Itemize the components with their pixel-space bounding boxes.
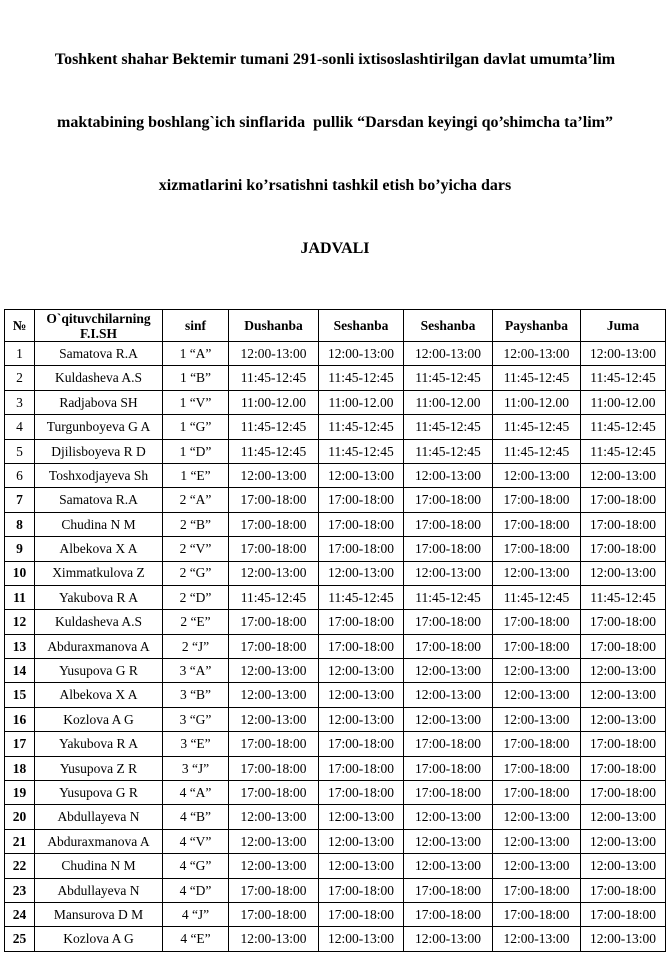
cell-time-dushanba: 17:00-18:00 bbox=[229, 902, 319, 926]
cell-class: 1 “D” bbox=[163, 439, 229, 463]
cell-time-payshanba: 12:00-13:00 bbox=[493, 805, 581, 829]
cell-time-payshanba: 17:00-18:00 bbox=[493, 610, 581, 634]
cell-time-seshanba-1: 12:00-13:00 bbox=[319, 561, 404, 585]
cell-time-dushanba: 12:00-13:00 bbox=[229, 683, 319, 707]
cell-time-juma: 11:00-12.00 bbox=[581, 390, 666, 414]
cell-number: 20 bbox=[5, 805, 35, 829]
column-header-seshanba-1: Seshanba bbox=[319, 310, 404, 342]
cell-time-juma: 12:00-13:00 bbox=[581, 927, 666, 951]
cell-number: 7 bbox=[5, 488, 35, 512]
cell-time-seshanba-1: 12:00-13:00 bbox=[319, 854, 404, 878]
cell-time-seshanba-1: 17:00-18:00 bbox=[319, 756, 404, 780]
table-row bbox=[5, 927, 666, 951]
cell-time-juma: 11:45-12:45 bbox=[581, 366, 666, 390]
cell-time-dushanba: 11:45-12:45 bbox=[229, 439, 319, 463]
table-row bbox=[5, 878, 666, 902]
cell-teacher-name: Toshxodjayeva Sh bbox=[35, 463, 163, 487]
cell-teacher-name: Yusupova Z R bbox=[35, 756, 163, 780]
cell-time-seshanba-1: 11:45-12:45 bbox=[319, 585, 404, 609]
cell-time-payshanba: 12:00-13:00 bbox=[493, 561, 581, 585]
cell-time-seshanba-1: 17:00-18:00 bbox=[319, 512, 404, 536]
cell-time-seshanba-1: 12:00-13:00 bbox=[319, 829, 404, 853]
cell-class: 1 “A” bbox=[163, 342, 229, 366]
cell-teacher-name: Kozlova A G bbox=[35, 927, 163, 951]
cell-class: 3 “J” bbox=[163, 756, 229, 780]
cell-time-juma: 12:00-13:00 bbox=[581, 707, 666, 731]
cell-time-seshanba-1: 17:00-18:00 bbox=[319, 610, 404, 634]
cell-time-seshanba-1: 12:00-13:00 bbox=[319, 805, 404, 829]
table-header-row bbox=[5, 310, 666, 342]
cell-teacher-name: Mansurova D M bbox=[35, 902, 163, 926]
cell-teacher-name: Djilisboyeva R D bbox=[35, 439, 163, 463]
cell-time-seshanba-1: 11:00-12.00 bbox=[319, 390, 404, 414]
cell-time-dushanba: 12:00-13:00 bbox=[229, 707, 319, 731]
table-row bbox=[5, 683, 666, 707]
cell-class: 3 “B” bbox=[163, 683, 229, 707]
table-row bbox=[5, 366, 666, 390]
column-header-dushanba: Dushanba bbox=[229, 310, 319, 342]
table-row bbox=[5, 756, 666, 780]
cell-class: 2 “D” bbox=[163, 585, 229, 609]
cell-number: 11 bbox=[5, 585, 35, 609]
cell-class: 2 “V” bbox=[163, 537, 229, 561]
cell-time-juma: 17:00-18:00 bbox=[581, 756, 666, 780]
table-row bbox=[5, 463, 666, 487]
cell-teacher-name: Kuldasheva A.S bbox=[35, 366, 163, 390]
cell-class: 3 “E” bbox=[163, 732, 229, 756]
table-row bbox=[5, 342, 666, 366]
table-row bbox=[5, 537, 666, 561]
cell-time-seshanba-2: 17:00-18:00 bbox=[404, 537, 493, 561]
cell-time-dushanba: 12:00-13:00 bbox=[229, 854, 319, 878]
cell-time-seshanba-2: 17:00-18:00 bbox=[404, 878, 493, 902]
title-line-2: maktabining boshlang`ich sinflarida pullik “Darsdan keyingi qo’shimcha ta’lim” bbox=[57, 114, 613, 131]
cell-time-dushanba: 11:45-12:45 bbox=[229, 366, 319, 390]
cell-time-seshanba-2: 12:00-13:00 bbox=[404, 463, 493, 487]
cell-time-payshanba: 12:00-13:00 bbox=[493, 683, 581, 707]
cell-time-seshanba-1: 17:00-18:00 bbox=[319, 732, 404, 756]
cell-teacher-name: Abdullayeva N bbox=[35, 805, 163, 829]
cell-time-seshanba-2: 12:00-13:00 bbox=[404, 927, 493, 951]
cell-number: 22 bbox=[5, 854, 35, 878]
cell-number: 24 bbox=[5, 902, 35, 926]
table-row bbox=[5, 561, 666, 585]
cell-time-payshanba: 17:00-18:00 bbox=[493, 756, 581, 780]
cell-class: 4 “D” bbox=[163, 878, 229, 902]
cell-time-juma: 12:00-13:00 bbox=[581, 854, 666, 878]
cell-class: 1 “V” bbox=[163, 390, 229, 414]
cell-number: 10 bbox=[5, 561, 35, 585]
cell-teacher-name: Yusupova G R bbox=[35, 781, 163, 805]
cell-time-seshanba-1: 17:00-18:00 bbox=[319, 902, 404, 926]
cell-time-dushanba: 11:45-12:45 bbox=[229, 415, 319, 439]
cell-time-payshanba: 17:00-18:00 bbox=[493, 537, 581, 561]
cell-time-dushanba: 12:00-13:00 bbox=[229, 829, 319, 853]
cell-teacher-name: Samatova R.A bbox=[35, 342, 163, 366]
cell-class: 2 “A” bbox=[163, 488, 229, 512]
cell-time-seshanba-1: 11:45-12:45 bbox=[319, 439, 404, 463]
cell-time-seshanba-2: 17:00-18:00 bbox=[404, 756, 493, 780]
cell-time-seshanba-2: 11:45-12:45 bbox=[404, 366, 493, 390]
cell-time-seshanba-1: 17:00-18:00 bbox=[319, 537, 404, 561]
cell-time-juma: 12:00-13:00 bbox=[581, 829, 666, 853]
cell-number: 5 bbox=[5, 439, 35, 463]
cell-number: 18 bbox=[5, 756, 35, 780]
table-row bbox=[5, 707, 666, 731]
cell-number: 16 bbox=[5, 707, 35, 731]
cell-teacher-name: Abduraxmanova A bbox=[35, 829, 163, 853]
cell-time-seshanba-2: 17:00-18:00 bbox=[404, 610, 493, 634]
cell-time-seshanba-2: 17:00-18:00 bbox=[404, 634, 493, 658]
cell-number: 2 bbox=[5, 366, 35, 390]
cell-class: 2 “J” bbox=[163, 634, 229, 658]
cell-time-seshanba-1: 12:00-13:00 bbox=[319, 707, 404, 731]
cell-time-seshanba-2: 11:45-12:45 bbox=[404, 585, 493, 609]
cell-time-dushanba: 12:00-13:00 bbox=[229, 561, 319, 585]
cell-time-seshanba-2: 12:00-13:00 bbox=[404, 805, 493, 829]
cell-number: 1 bbox=[5, 342, 35, 366]
cell-teacher-name: Chudina N M bbox=[35, 512, 163, 536]
schedule-table bbox=[4, 309, 666, 952]
title-line-1: Toshkent shahar Bektemir tumani 291-sonli ixtisoslashtirilgan davlat umumta’lim bbox=[54, 51, 616, 68]
cell-time-seshanba-1: 12:00-13:00 bbox=[319, 659, 404, 683]
cell-time-seshanba-2: 17:00-18:00 bbox=[404, 488, 493, 512]
cell-time-seshanba-2: 17:00-18:00 bbox=[404, 902, 493, 926]
cell-time-payshanba: 17:00-18:00 bbox=[493, 878, 581, 902]
cell-number: 12 bbox=[5, 610, 35, 634]
column-header-class: sinf bbox=[163, 310, 229, 342]
cell-time-payshanba: 12:00-13:00 bbox=[493, 463, 581, 487]
column-header-number: № bbox=[5, 310, 35, 342]
cell-number: 14 bbox=[5, 659, 35, 683]
cell-time-dushanba: 12:00-13:00 bbox=[229, 463, 319, 487]
table-row bbox=[5, 610, 666, 634]
table-row bbox=[5, 439, 666, 463]
cell-time-juma: 11:45-12:45 bbox=[581, 415, 666, 439]
cell-class: 3 “A” bbox=[163, 659, 229, 683]
cell-time-juma: 12:00-13:00 bbox=[581, 805, 666, 829]
table-row bbox=[5, 732, 666, 756]
cell-teacher-name: Albekova X A bbox=[35, 537, 163, 561]
cell-time-juma: 17:00-18:00 bbox=[581, 902, 666, 926]
cell-time-juma: 17:00-18:00 bbox=[581, 634, 666, 658]
cell-time-payshanba: 17:00-18:00 bbox=[493, 732, 581, 756]
cell-time-payshanba: 11:45-12:45 bbox=[493, 415, 581, 439]
cell-number: 13 bbox=[5, 634, 35, 658]
cell-time-dushanba: 17:00-18:00 bbox=[229, 610, 319, 634]
table-row bbox=[5, 659, 666, 683]
cell-time-seshanba-2: 12:00-13:00 bbox=[404, 707, 493, 731]
cell-time-seshanba-2: 11:45-12:45 bbox=[404, 439, 493, 463]
cell-class: 4 “V” bbox=[163, 829, 229, 853]
cell-time-dushanba: 17:00-18:00 bbox=[229, 878, 319, 902]
table-row bbox=[5, 829, 666, 853]
cell-class: 4 “J” bbox=[163, 902, 229, 926]
cell-time-payshanba: 17:00-18:00 bbox=[493, 781, 581, 805]
title-line-3: xizmatlarini ko’rsatishni tashkil etish bo’yicha dars bbox=[158, 177, 512, 194]
table-body bbox=[5, 342, 666, 952]
cell-class: 4 “A” bbox=[163, 781, 229, 805]
cell-time-payshanba: 17:00-18:00 bbox=[493, 512, 581, 536]
cell-time-payshanba: 12:00-13:00 bbox=[493, 707, 581, 731]
cell-time-seshanba-1: 17:00-18:00 bbox=[319, 634, 404, 658]
cell-time-seshanba-1: 11:45-12:45 bbox=[319, 415, 404, 439]
cell-time-juma: 17:00-18:00 bbox=[581, 610, 666, 634]
cell-time-payshanba: 12:00-13:00 bbox=[493, 659, 581, 683]
cell-time-juma: 11:45-12:45 bbox=[581, 585, 666, 609]
cell-time-dushanba: 17:00-18:00 bbox=[229, 512, 319, 536]
cell-class: 4 “G” bbox=[163, 854, 229, 878]
cell-time-juma: 11:45-12:45 bbox=[581, 439, 666, 463]
cell-time-juma: 12:00-13:00 bbox=[581, 463, 666, 487]
table-row bbox=[5, 585, 666, 609]
cell-class: 2 “B” bbox=[163, 512, 229, 536]
table-row bbox=[5, 854, 666, 878]
cell-time-seshanba-1: 12:00-13:00 bbox=[319, 342, 404, 366]
cell-time-payshanba: 11:45-12:45 bbox=[493, 585, 581, 609]
document-title bbox=[4, 7, 666, 301]
cell-time-dushanba: 12:00-13:00 bbox=[229, 927, 319, 951]
cell-number: 4 bbox=[5, 415, 35, 439]
cell-teacher-name: Chudina N M bbox=[35, 854, 163, 878]
cell-time-seshanba-2: 17:00-18:00 bbox=[404, 732, 493, 756]
cell-time-seshanba-1: 12:00-13:00 bbox=[319, 927, 404, 951]
title-line-4: JADVALI bbox=[300, 240, 370, 257]
cell-time-seshanba-2: 17:00-18:00 bbox=[404, 512, 493, 536]
cell-time-payshanba: 12:00-13:00 bbox=[493, 927, 581, 951]
cell-teacher-name: Albekova X A bbox=[35, 683, 163, 707]
table-row bbox=[5, 390, 666, 414]
cell-teacher-name: Kuldasheva A.S bbox=[35, 610, 163, 634]
cell-time-dushanba: 17:00-18:00 bbox=[229, 537, 319, 561]
cell-time-juma: 17:00-18:00 bbox=[581, 732, 666, 756]
cell-number: 8 bbox=[5, 512, 35, 536]
cell-time-seshanba-2: 12:00-13:00 bbox=[404, 561, 493, 585]
cell-time-juma: 12:00-13:00 bbox=[581, 561, 666, 585]
cell-time-dushanba: 11:45-12:45 bbox=[229, 585, 319, 609]
cell-time-seshanba-2: 12:00-13:00 bbox=[404, 659, 493, 683]
column-header-payshanba: Payshanba bbox=[493, 310, 581, 342]
cell-time-dushanba: 12:00-13:00 bbox=[229, 342, 319, 366]
cell-time-payshanba: 11:45-12:45 bbox=[493, 439, 581, 463]
cell-number: 9 bbox=[5, 537, 35, 561]
table-row bbox=[5, 805, 666, 829]
cell-time-juma: 17:00-18:00 bbox=[581, 488, 666, 512]
cell-time-seshanba-1: 11:45-12:45 bbox=[319, 366, 404, 390]
cell-teacher-name: Yakubova R A bbox=[35, 585, 163, 609]
cell-time-juma: 17:00-18:00 bbox=[581, 781, 666, 805]
cell-number: 19 bbox=[5, 781, 35, 805]
cell-time-payshanba: 17:00-18:00 bbox=[493, 902, 581, 926]
cell-time-dushanba: 17:00-18:00 bbox=[229, 488, 319, 512]
cell-time-seshanba-1: 12:00-13:00 bbox=[319, 683, 404, 707]
cell-time-payshanba: 12:00-13:00 bbox=[493, 854, 581, 878]
cell-class: 2 “G” bbox=[163, 561, 229, 585]
cell-time-dushanba: 11:00-12.00 bbox=[229, 390, 319, 414]
cell-time-juma: 17:00-18:00 bbox=[581, 878, 666, 902]
cell-number: 17 bbox=[5, 732, 35, 756]
cell-time-juma: 12:00-13:00 bbox=[581, 342, 666, 366]
cell-teacher-name: Yusupova G R bbox=[35, 659, 163, 683]
cell-time-juma: 17:00-18:00 bbox=[581, 512, 666, 536]
cell-class: 2 “E” bbox=[163, 610, 229, 634]
table-row bbox=[5, 488, 666, 512]
cell-time-dushanba: 12:00-13:00 bbox=[229, 805, 319, 829]
cell-class: 4 “B” bbox=[163, 805, 229, 829]
cell-number: 21 bbox=[5, 829, 35, 853]
cell-time-seshanba-2: 12:00-13:00 bbox=[404, 683, 493, 707]
cell-teacher-name: Yakubova R A bbox=[35, 732, 163, 756]
cell-number: 6 bbox=[5, 463, 35, 487]
cell-time-dushanba: 17:00-18:00 bbox=[229, 756, 319, 780]
cell-number: 3 bbox=[5, 390, 35, 414]
cell-class: 4 “E” bbox=[163, 927, 229, 951]
column-header-seshanba-2: Seshanba bbox=[404, 310, 493, 342]
cell-time-payshanba: 12:00-13:00 bbox=[493, 342, 581, 366]
cell-teacher-name: Turgunboyeva G A bbox=[35, 415, 163, 439]
cell-class: 1 “B” bbox=[163, 366, 229, 390]
cell-time-payshanba: 17:00-18:00 bbox=[493, 488, 581, 512]
cell-number: 25 bbox=[5, 927, 35, 951]
cell-time-seshanba-2: 12:00-13:00 bbox=[404, 854, 493, 878]
cell-time-dushanba: 12:00-13:00 bbox=[229, 659, 319, 683]
column-header-teacher: O`qituvchilarning F.I.SH bbox=[35, 310, 163, 342]
cell-time-dushanba: 17:00-18:00 bbox=[229, 634, 319, 658]
cell-time-payshanba: 17:00-18:00 bbox=[493, 634, 581, 658]
cell-time-payshanba: 12:00-13:00 bbox=[493, 829, 581, 853]
column-header-juma: Juma bbox=[581, 310, 666, 342]
table-row bbox=[5, 415, 666, 439]
cell-time-payshanba: 11:45-12:45 bbox=[493, 366, 581, 390]
cell-time-juma: 12:00-13:00 bbox=[581, 659, 666, 683]
cell-time-seshanba-2: 11:00-12.00 bbox=[404, 390, 493, 414]
cell-time-seshanba-2: 17:00-18:00 bbox=[404, 781, 493, 805]
cell-time-seshanba-1: 17:00-18:00 bbox=[319, 781, 404, 805]
cell-class: 1 “G” bbox=[163, 415, 229, 439]
cell-time-payshanba: 11:00-12.00 bbox=[493, 390, 581, 414]
cell-teacher-name: Radjabova SH bbox=[35, 390, 163, 414]
cell-time-seshanba-2: 12:00-13:00 bbox=[404, 342, 493, 366]
cell-number: 15 bbox=[5, 683, 35, 707]
cell-time-juma: 17:00-18:00 bbox=[581, 537, 666, 561]
cell-class: 1 “E” bbox=[163, 463, 229, 487]
cell-teacher-name: Ximmatkulova Z bbox=[35, 561, 163, 585]
cell-time-seshanba-1: 17:00-18:00 bbox=[319, 878, 404, 902]
cell-time-seshanba-1: 17:00-18:00 bbox=[319, 488, 404, 512]
cell-teacher-name: Abduraxmanova A bbox=[35, 634, 163, 658]
cell-time-seshanba-2: 12:00-13:00 bbox=[404, 829, 493, 853]
table-row bbox=[5, 512, 666, 536]
cell-time-dushanba: 17:00-18:00 bbox=[229, 781, 319, 805]
cell-time-seshanba-1: 12:00-13:00 bbox=[319, 463, 404, 487]
table-row bbox=[5, 634, 666, 658]
cell-time-juma: 12:00-13:00 bbox=[581, 683, 666, 707]
cell-teacher-name: Samatova R.A bbox=[35, 488, 163, 512]
cell-teacher-name: Abdullayeva N bbox=[35, 878, 163, 902]
cell-number: 23 bbox=[5, 878, 35, 902]
table-row bbox=[5, 902, 666, 926]
cell-class: 3 “G” bbox=[163, 707, 229, 731]
cell-time-seshanba-2: 11:45-12:45 bbox=[404, 415, 493, 439]
cell-teacher-name: Kozlova A G bbox=[35, 707, 163, 731]
cell-time-dushanba: 17:00-18:00 bbox=[229, 732, 319, 756]
table-row bbox=[5, 781, 666, 805]
